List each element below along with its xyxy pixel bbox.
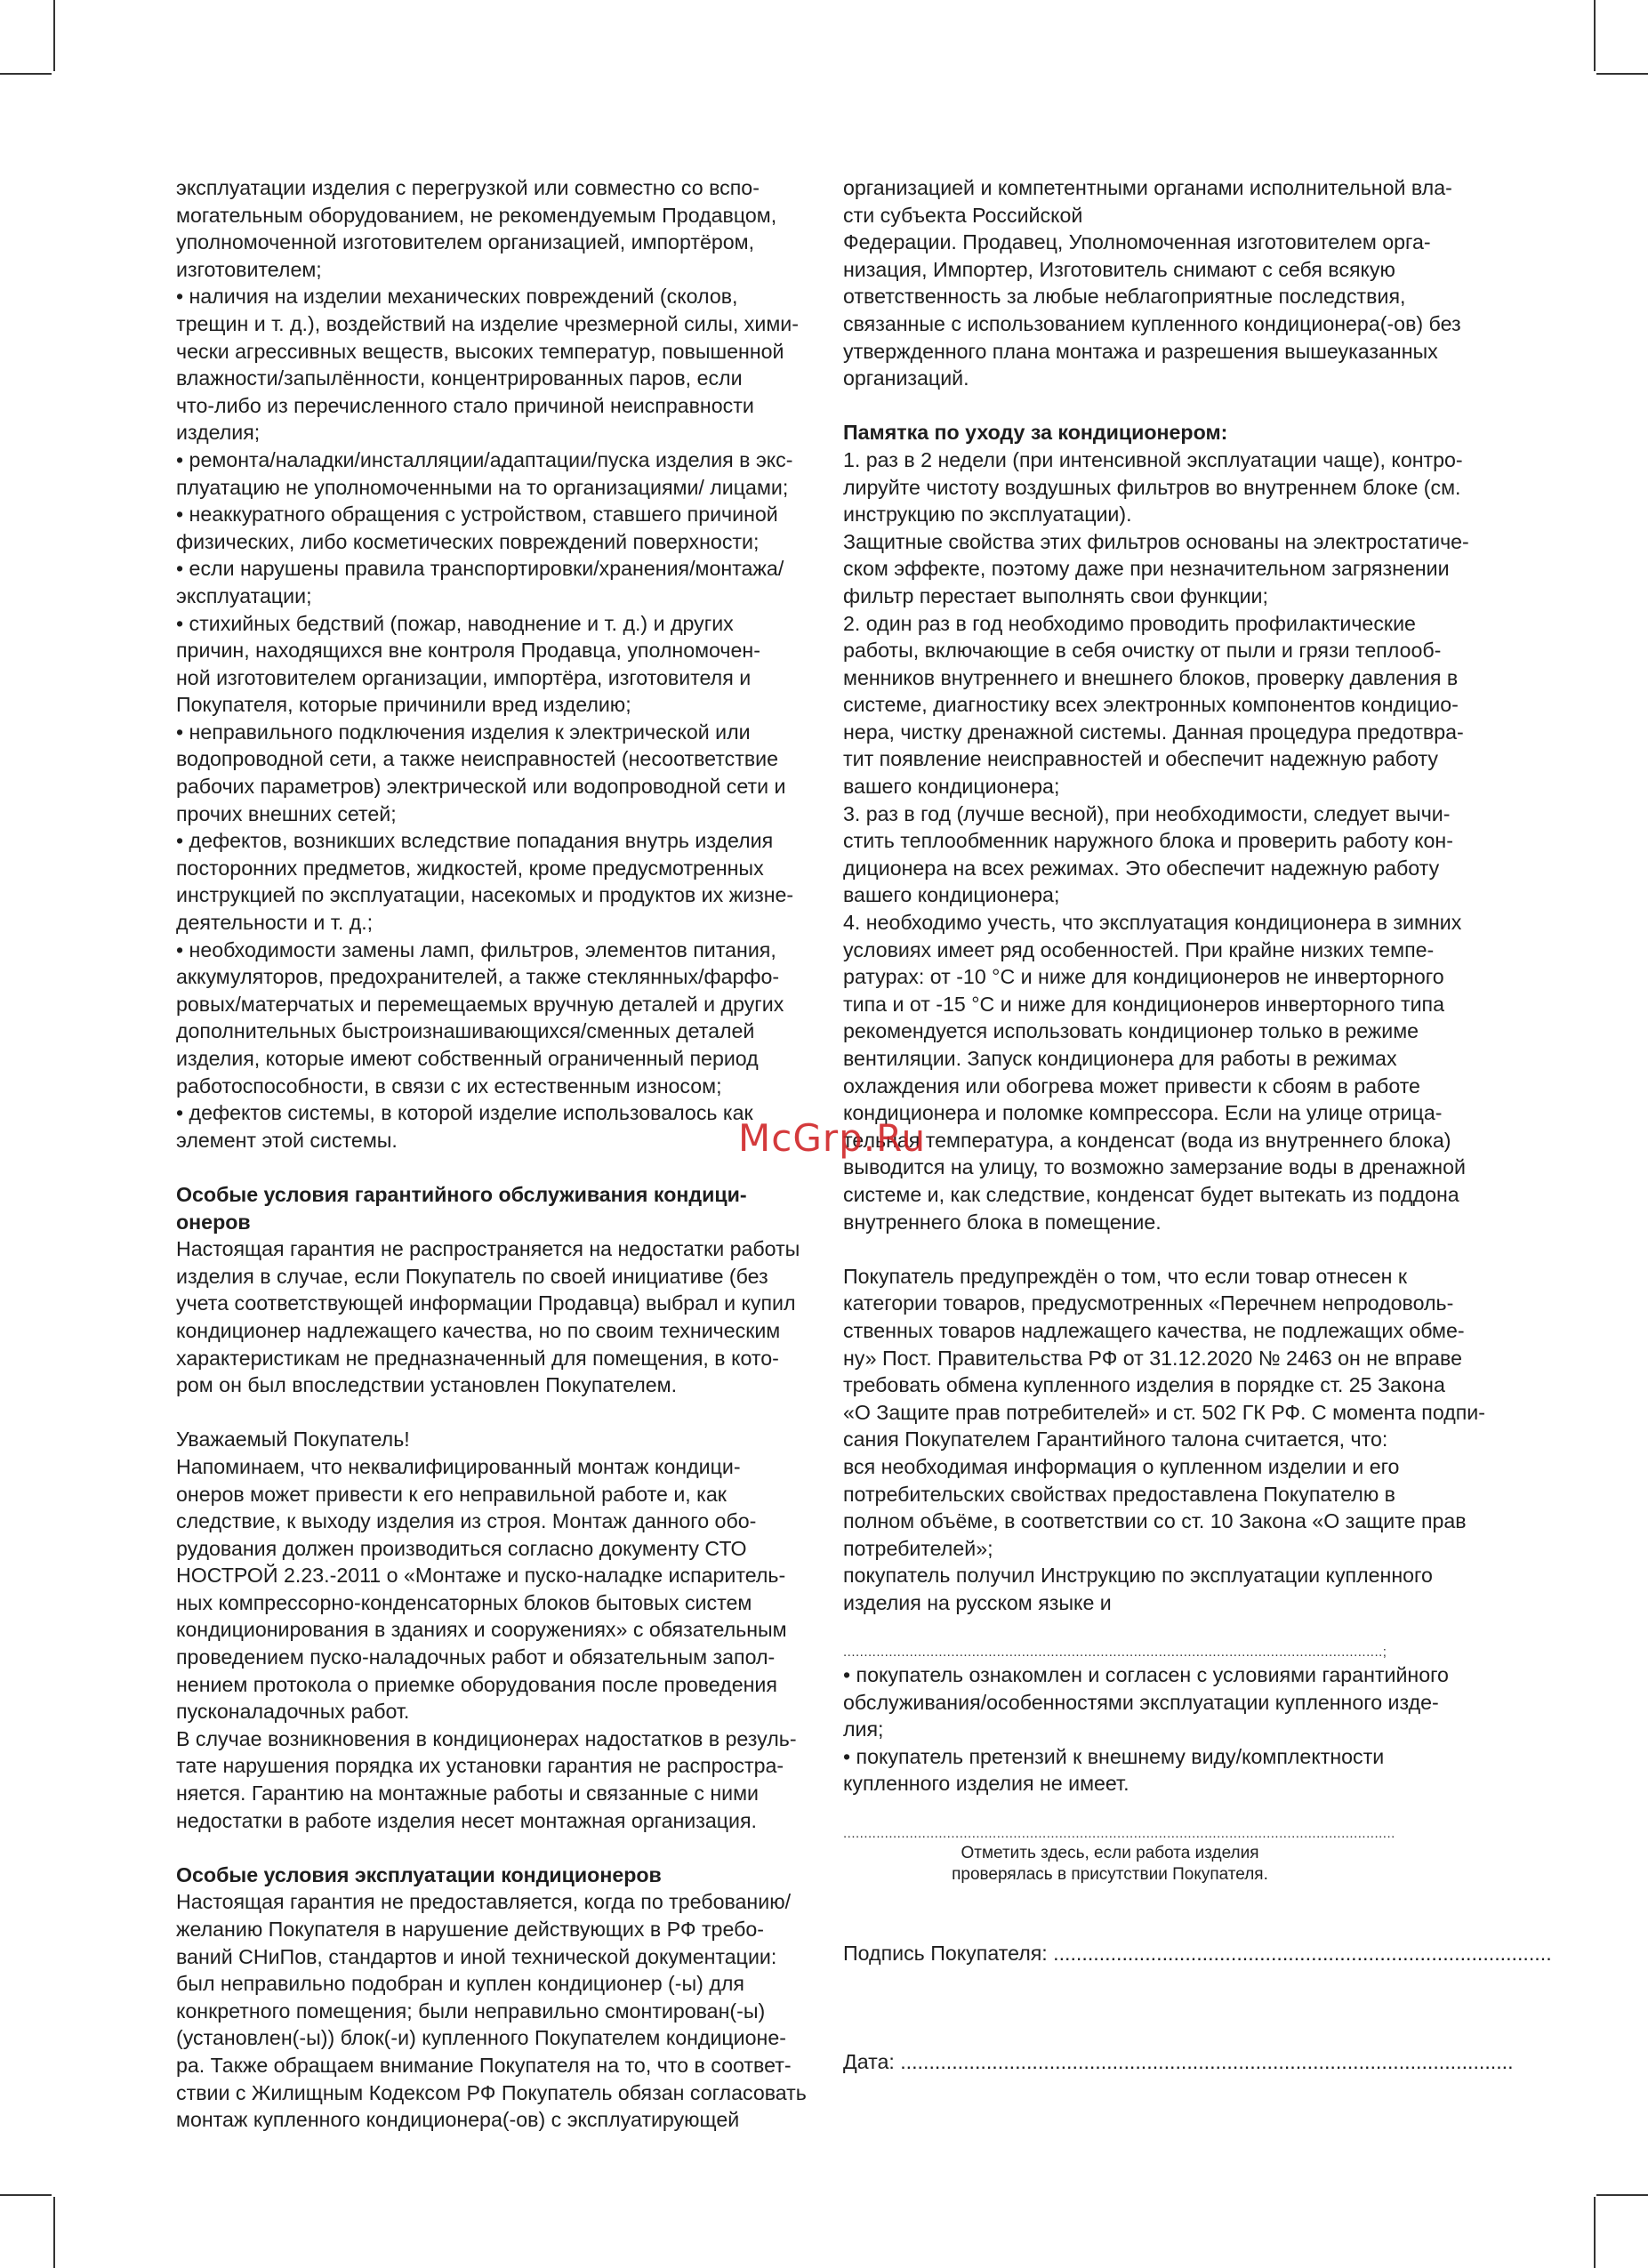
text-line: лия; xyxy=(843,1717,884,1741)
text-line: тит появление неисправностей и обеспечит надежную работу xyxy=(843,747,1438,771)
crop-mark xyxy=(1596,73,1648,75)
text-line: НОСТРОЙ 2.23.-2011 о «Монтаже и пуско-наладке испаритель- xyxy=(176,1564,786,1588)
paragraph-gap xyxy=(843,1994,1470,2022)
text-line: прочих внешних сетей; xyxy=(176,801,397,825)
paragraph-gap xyxy=(176,1154,803,1181)
text-line: ных компрессорно-конденсаторных блоков бытовых систем xyxy=(176,1590,752,1614)
text-line: пусконаладочных работ. xyxy=(176,1700,410,1724)
section-heading: Памятка по уходу за кондиционером: xyxy=(843,421,1228,445)
text-line: водопроводной сети, а также неисправностей (несоответствие xyxy=(176,747,779,771)
text-line: внутреннего блока в помещение. xyxy=(843,1210,1162,1234)
text-line: 4. необходимо учесть, что эксплуатация кондиционера в зимних xyxy=(843,911,1462,935)
text-line: аккумуляторов, предохранителей, а также стеклянных/фарфо- xyxy=(176,965,780,989)
left-text-column xyxy=(176,174,807,2134)
paragraph-gap xyxy=(843,2022,1470,2049)
paragraph-gap xyxy=(843,1616,1470,1644)
text-line: инструкцию по эксплуатации). xyxy=(843,503,1132,527)
paragraph-gap xyxy=(843,1235,1470,1263)
watermark: McGrp.Ru xyxy=(738,1116,927,1160)
text-line: системе и, как следствие, конденсат будет вытекать из поддона xyxy=(843,1182,1459,1206)
text-line: изделия; xyxy=(176,421,261,445)
text-line: нением протокола о приемке оборудования после проведения xyxy=(176,1672,777,1696)
section-heading: онеров xyxy=(176,1210,251,1234)
text-line: работоспособности, в связи с их естественным износом; xyxy=(176,1074,722,1098)
text-line: эксплуатации изделия с перегрузкой или совместно со вспо- xyxy=(176,176,760,199)
paragraph-gap xyxy=(843,1966,1470,1994)
text-line: тате нарушения порядка их установки гарантия не распростра- xyxy=(176,1754,784,1778)
text-line: ствии с Жилищным Кодексом РФ Покупатель обязан согласовать xyxy=(176,2080,807,2104)
text-line: няется. Гарантию на монтажные работы и связанные с ними xyxy=(176,1781,760,1806)
text-line: категории товаров, предусмотренных «Перечнем непродоволь- xyxy=(843,1291,1454,1315)
text-line: деятельности и т. д.; xyxy=(176,911,374,935)
text-line: физических, либо косметических повреждений поверхности; xyxy=(176,529,760,553)
text-line: кондиционирования в зданиях и сооружениях» с обязательным xyxy=(176,1618,787,1642)
text-line: работы, включающие в себя очистку от пыли и грязи теплооб- xyxy=(843,639,1442,663)
text-line: ваний СНиПов, стандартов и иной технической документации: xyxy=(176,1944,777,1968)
section-heading: Особые условия эксплуатации кондиционеров xyxy=(176,1862,662,1886)
text-line: организацией и компетентными органами исполнительной вла- xyxy=(843,176,1452,199)
text-line: ском эффекте, поэтому даже при незначительном загрязнении xyxy=(843,557,1450,581)
text-line: вашего кондиционера; xyxy=(843,775,1060,799)
text-line: требовать обмена купленного изделия в порядке ст. 25 Закона xyxy=(843,1373,1445,1397)
crop-mark xyxy=(53,0,55,71)
text-line: изготовителем; xyxy=(176,257,322,281)
text-line: • дефектов системы, в которой изделие использовалось как xyxy=(176,1101,753,1125)
text-line: был неправильно подобран и куплен кондиционер (-ы) для xyxy=(176,1972,744,1996)
dotted-fill-line: ..................................................................................................................................; xyxy=(843,1645,1387,1661)
text-line: «О Защите прав потребителей» и ст. 502 ГК РФ. С момента подпи- xyxy=(843,1400,1485,1424)
text-line: потребителей»; xyxy=(843,1536,993,1560)
text-line: лируйте чистоту воздушных фильтров во внутреннем блоке (см. xyxy=(843,475,1461,499)
text-line: посторонних предметов, жидкостей, кроме предусмотренных xyxy=(176,856,764,880)
text-line: ратурах: от -10 °С и ниже для кондиционеров не инверторного xyxy=(843,965,1444,989)
text-line: эксплуатации; xyxy=(176,583,312,607)
paragraph-gap xyxy=(843,1912,1470,1940)
text-line: трещин и т. д.), воздействий на изделие чрезмерной силы, хими- xyxy=(176,311,799,335)
section-heading: Особые условия гарантийного обслуживания кондици- xyxy=(176,1182,747,1206)
text-line: • ремонта/наладки/инсталляции/адаптации/пуска изделия в экс- xyxy=(176,447,793,471)
text-line: • необходимости замены ламп, фильтров, элементов питания, xyxy=(176,937,776,961)
text-line: характеристикам не предназначенный для помещения, в кото- xyxy=(176,1346,779,1370)
text-line: Федерации. Продавец, Уполномоченная изготовителем орга- xyxy=(843,230,1431,254)
text-line: инструкцией по эксплуатации, насекомых и продуктов их жизне- xyxy=(176,883,794,907)
text-line: 3. раз в год (лучше весной), при необходимости, следует вычи- xyxy=(843,801,1451,825)
text-line: связанные с использованием купленного кондиционера(-ов) без xyxy=(843,311,1461,335)
text-line: утвержденного плана монтажа и разрешения вышеуказанных xyxy=(843,339,1438,363)
text-line: • неправильного подключения изделия к электрической или xyxy=(176,720,751,744)
text-line: сания Покупателем Гарантийного талона считается, что: xyxy=(843,1428,1388,1452)
text-line: элемент этой системы. xyxy=(176,1128,398,1152)
crop-mark xyxy=(1594,0,1596,71)
text-line: потребительских свойствах предоставлена Покупателю в xyxy=(843,1482,1395,1506)
text-line: Покупателя, которые причинили вред изделию; xyxy=(176,693,631,717)
text-line: ственных товаров надлежащего качества, не подлежащих обме- xyxy=(843,1318,1465,1342)
text-line: нера, чистку дренажной системы. Данная процедура предотвра- xyxy=(843,720,1464,744)
text-line: онеров может привести к его неправильной работе и, как xyxy=(176,1482,727,1506)
text-line: Настоящая гарантия не предоставляется, когда по требованию/ xyxy=(176,1890,792,1914)
text-line: типа и от -15 °С и ниже для кондиционеров инверторного типа xyxy=(843,992,1445,1016)
text-line: вентиляции. Запуск кондиционера для работы в режимах xyxy=(843,1047,1397,1070)
text-line: фильтр перестает выполнять свои функции; xyxy=(843,583,1268,607)
text-line: проведением пуско-наладочных работ и обязательным запол- xyxy=(176,1645,776,1669)
text-line: низация, Импортер, Изготовитель снимают с себя всякую xyxy=(843,257,1395,281)
text-line: • наличия на изделии механических повреждений (сколов, xyxy=(176,285,738,309)
paragraph-gap xyxy=(843,1886,1470,1913)
text-line: уполномоченной изготовителем организацией, импортёром, xyxy=(176,230,755,254)
text-line: изделия на русском языке и xyxy=(843,1590,1112,1614)
text-line: влажности/запылённости, концентрированных паров, если xyxy=(176,366,743,390)
text-line: сти субъекта Российской xyxy=(843,203,1083,227)
text-line: рудования должен производиться согласно документу СТО xyxy=(176,1536,747,1560)
text-line: • дефектов, возникших вследствие попадания внутрь изделия xyxy=(176,829,774,853)
text-line: • если нарушены правила транспортировки/хранения/монтажа/ xyxy=(176,557,784,581)
paragraph-gap xyxy=(843,392,1470,420)
text-line: могательным оборудованием, не рекомендуемым Продавцом, xyxy=(176,203,777,227)
text-line: купленного изделия не имеет. xyxy=(843,1772,1129,1796)
text-line: полном объёме, в соответствии со ст. 10 Закона «О защите прав xyxy=(843,1509,1467,1533)
text-line: вашего кондиционера; xyxy=(843,883,1060,907)
text-line: ну» Пост. Правительства РФ от 31.12.2020 № 2463 он не вправе xyxy=(843,1346,1462,1370)
text-line: тельная температура, а конденсат (вода из внутреннего блока) xyxy=(843,1128,1451,1152)
paragraph-gap xyxy=(176,1834,803,1862)
text-line: вся необходимая информация о купленном изделии и его xyxy=(843,1454,1400,1478)
paragraph-gap xyxy=(176,1399,803,1427)
text-line: дополнительных быстроизнашивающихся/сменных деталей xyxy=(176,1019,755,1043)
text-line: • стихийных бедствий (пожар, наводнение и т. д.) и других xyxy=(176,611,734,635)
text-line: что-либо из перечисленного стало причиной неисправности xyxy=(176,393,754,417)
text-line: обслуживания/особенностями эксплуатации купленного изде- xyxy=(843,1690,1439,1714)
text-line: причин, находящихся вне контроля Продавца, уполномочен- xyxy=(176,639,760,663)
text-line: Защитные свойства этих фильтров основаны на электростатиче- xyxy=(843,529,1469,553)
text-line: Напоминаем, что неквалифицированный монтаж кондици- xyxy=(176,1454,741,1478)
text-line: изделия, которые имеют собственный ограниченный период xyxy=(176,1047,759,1070)
text-line: (установлен(-ы)) блок(-и) купленного Покупателем кондиционе- xyxy=(176,2026,786,2050)
text-line: Настоящая гарантия не распространяется на недостатки работы xyxy=(176,1237,800,1261)
text-line: организаций. xyxy=(843,366,969,390)
text-line: Уважаемый Покупатель! xyxy=(176,1428,410,1452)
text-line: Подпись Покупателя: ....................................................................................... xyxy=(843,1941,1552,1965)
text-line: выводится на улицу, то возможно замерзание воды в дренажной xyxy=(843,1155,1466,1179)
crop-mark xyxy=(0,73,52,75)
text-line: учета соответствующей информации Продавца) выбрал и купил xyxy=(176,1291,796,1315)
crop-mark xyxy=(1596,2194,1648,2196)
text-line: кондиционера и поломке компрессора. Если на улице отрица- xyxy=(843,1101,1443,1125)
text-line: кондиционер надлежащего качества, но по своим техническим xyxy=(176,1318,781,1342)
text-line: плуатацию не уполномоченными на то организациями/ лицами; xyxy=(176,475,789,499)
text-line: • покупатель претензий к внешнему виду/комплектности xyxy=(843,1744,1385,1768)
text-line: Дата: ........................................................................................................... xyxy=(843,2050,1514,2074)
text-line: чески агрессивных веществ, высоких температур, повышенной xyxy=(176,339,784,363)
text-line: 2. один раз в год необходимо проводить профилактические xyxy=(843,611,1416,635)
checkbox-note-text: проверялась в присутствии Покупателя. xyxy=(952,1864,1268,1884)
crop-mark xyxy=(1594,2197,1596,2268)
text-line: рекомендуется использовать кондиционер только в режиме xyxy=(843,1019,1419,1043)
text-line: ром он был впоследствии установлен Покупателем. xyxy=(176,1373,678,1397)
text-line: 1. раз в 2 недели (при интенсивной эксплуатации чаще), контро- xyxy=(843,447,1463,471)
text-line: • неаккуратного обращения с устройством, ставшего причиной xyxy=(176,503,778,527)
text-line: изделия в случае, если Покупатель по своей инициативе (без xyxy=(176,1264,768,1288)
paragraph-gap xyxy=(843,1798,1470,1825)
text-line: желанию Покупателя в нарушение действующих в РФ требо- xyxy=(176,1918,764,1941)
text-line: недостатки в работе изделия несет монтажная организация. xyxy=(176,1808,757,1832)
text-line: условиях имеет ряд особенностей. При крайне низких темпе- xyxy=(843,937,1435,961)
text-line: ровых/матерчатых и перемещаемых вручную деталей и других xyxy=(176,992,784,1016)
checkbox-note-text: Отметить здесь, если работа изделия xyxy=(961,1843,1259,1862)
text-line: • покупатель ознакомлен и согласен с условиями гарантийного xyxy=(843,1663,1449,1687)
text-line: Покупатель предупреждён о том, что если товар отнесен к xyxy=(843,1264,1408,1288)
text-line: менников внутреннего и внешнего блоков, проверку давления в xyxy=(843,665,1459,689)
text-line: ра. Также обращаем внимание Покупателя на то, что в соответ- xyxy=(176,2053,792,2077)
text-line: конкретного помещения; были неправильно смонтирован(-ы) xyxy=(176,1999,766,2023)
text-line: стить теплообменник наружного блока и проверить работу кон- xyxy=(843,829,1453,853)
text-line: В случае возникновения в кондиционерах надостатков в резуль- xyxy=(176,1726,797,1750)
text-line: покупатель получил Инструкцию по эксплуатации купленного xyxy=(843,1564,1433,1588)
right-text-column xyxy=(843,174,1552,2076)
text-line: ответственность за любые неблагоприятные последствия, xyxy=(843,285,1406,309)
text-line: следствие, к выходу изделия из строя. Монтаж данного обо- xyxy=(176,1509,757,1533)
text-line: ной изготовителем организации, импортёра, изготовителя и xyxy=(176,665,752,689)
crop-mark xyxy=(53,2197,55,2268)
text-line: охлаждения или обогрева может привести к сбоям в работе xyxy=(843,1074,1420,1098)
text-line: системе, диагностику всех электронных компонентов кондицио- xyxy=(843,693,1459,717)
text-line: диционера на всех режимах. Это обеспечит надежную работу xyxy=(843,856,1440,880)
text-line: монтаж купленного кондиционера(-ов) с эксплуатирующей xyxy=(176,2108,740,2132)
crop-mark xyxy=(0,2194,52,2196)
dotted-fill-line: ..................................................................................................................................... xyxy=(843,1825,1395,1841)
text-line: рабочих параметров) электрической или водопроводной сети и xyxy=(176,775,786,799)
